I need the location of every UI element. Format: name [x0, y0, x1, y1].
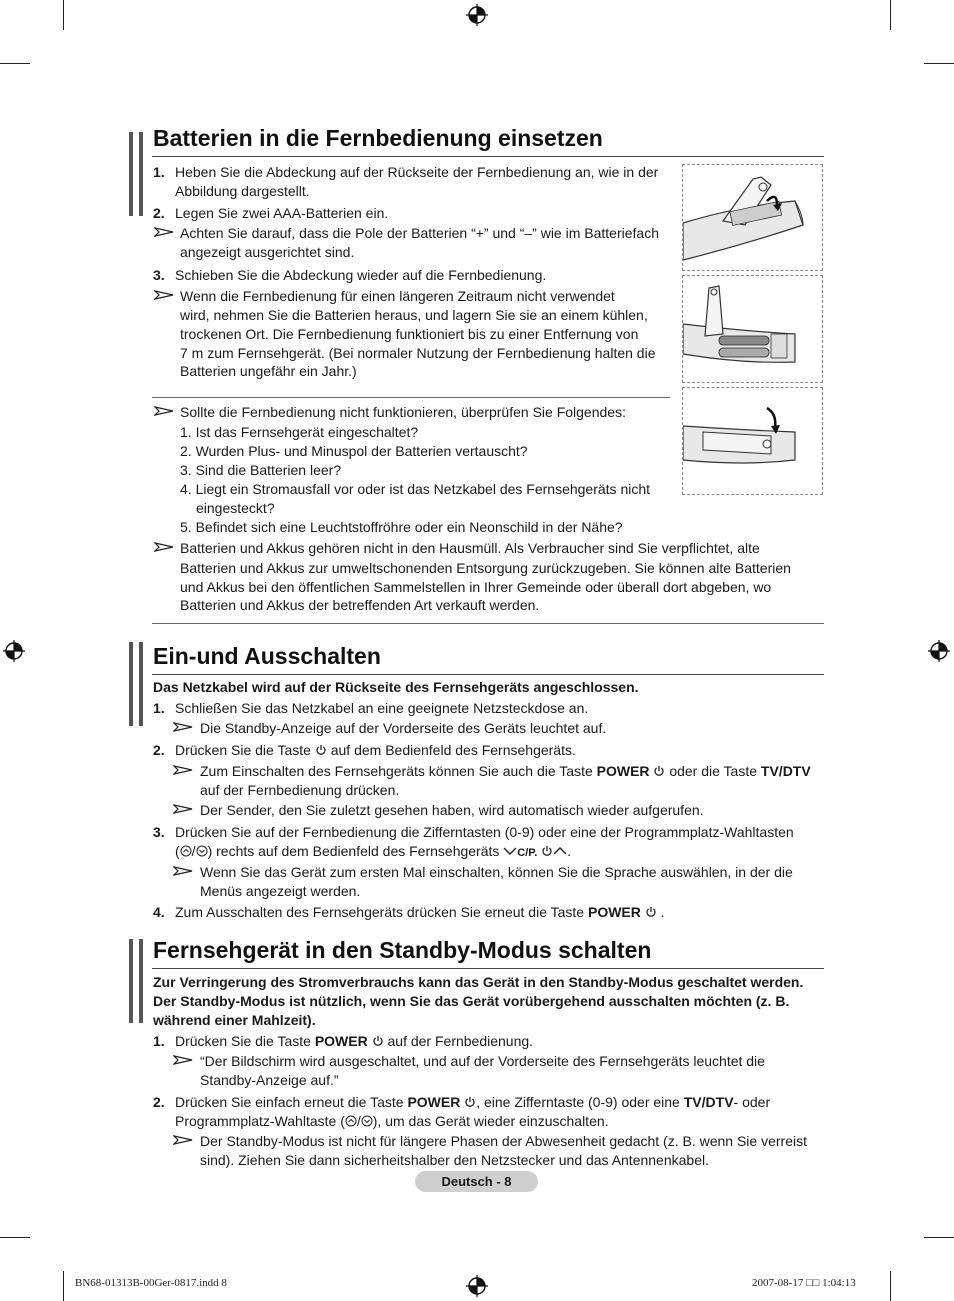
- note-text: 7 m zum Fernsehgerät. (Bei normaler Nutzung der Fernbedienung halten die: [180, 345, 656, 361]
- note-arrow-icon: [173, 1055, 193, 1065]
- channel-down-icon: [196, 845, 208, 857]
- power-icon: [645, 906, 657, 918]
- note-text: auf der Fernbedienung drücken.: [200, 782, 400, 798]
- note-arrow-icon: [154, 542, 174, 552]
- note-arrow-icon: [154, 227, 174, 237]
- step-text: Abbildung dargestellt.: [175, 183, 310, 199]
- step-text: Drücken Sie einfach erneut die Taste POWER , eine Zifferntaste (0-9) oder eine TV/DTV- oder: [175, 1094, 771, 1110]
- checklist-item: 2. Wurden Plus- und Minuspol der Batterien vertauscht?: [180, 443, 528, 459]
- step-text: Drücken Sie auf der Fernbedienung die Zifferntasten (0-9) oder eine der Programmplatz-Wahltasten: [175, 824, 794, 840]
- divider: [152, 623, 824, 624]
- checklist-item: 4. Liegt ein Stromausfall vor oder ist das Netzkabel des Fernsehgeräts nicht: [180, 481, 651, 497]
- note-text: Batterien und Akkus gehören nicht in den Hausmüll. Als Verbraucher sind Sie verpflichtet, alte: [180, 540, 760, 556]
- step-text: Legen Sie zwei AAA-Batterien ein.: [175, 205, 389, 221]
- registration-mark-icon: [466, 4, 488, 26]
- print-slug-right: 2007-08-17 □□ 1:04:13: [752, 1277, 856, 1289]
- step-number: 4.: [153, 904, 165, 920]
- crop-mark: [924, 1237, 954, 1238]
- note-text: “Der Bildschirm wird ausgeschaltet, und auf der Vorderseite des Fernsehgeräts leuchtet die: [200, 1053, 765, 1069]
- note-text: Achten Sie darauf, dass die Pole der Batterien “+” und “–” wie im Batteriefach: [180, 225, 659, 241]
- chevron-up-icon: [553, 846, 567, 856]
- title-underline: [152, 156, 824, 157]
- section-title-batteries: Batterien in die Fernbedienung einsetzen: [153, 125, 603, 151]
- crop-mark: [63, 0, 64, 30]
- note-arrow-icon: [154, 406, 174, 416]
- intro-text: während einer Mahlzeit).: [153, 1012, 316, 1028]
- note-arrow-icon: [154, 290, 174, 300]
- note-arrow-icon: [173, 765, 193, 775]
- channel-up-icon: [345, 1115, 357, 1127]
- step-text: ( / ) rechts auf dem Bedienfeld des Fernsehgeräts C/P. .: [175, 843, 572, 859]
- note-arrow-icon: [173, 1135, 193, 1145]
- registration-mark-icon: [3, 640, 25, 662]
- note-text: Standby-Anzeige auf.”: [200, 1072, 339, 1088]
- step-number: 1.: [153, 700, 165, 716]
- step-text: Heben Sie die Abdeckung auf der Rückseite der Fernbedienung an, wie in der: [175, 164, 659, 180]
- step-number: 3.: [153, 267, 165, 283]
- step-text: Schließen Sie das Netzkabel an eine geeignete Netzsteckdose an.: [175, 700, 589, 716]
- power-icon: [315, 744, 327, 756]
- intro-text: Der Standby-Modus ist nützlich, wenn Sie das Gerät vorübergehend ausschalten möchten (z. B.: [153, 993, 790, 1009]
- registration-mark-icon: [466, 1275, 488, 1297]
- remote-illustration-insert-batteries: [682, 275, 823, 383]
- title-underline: [152, 968, 824, 969]
- step-text: Drücken Sie die Taste auf dem Bedienfeld des Fernsehgeräts.: [175, 742, 576, 758]
- note-text: Der Standby-Modus ist nicht für längere Phasen der Abwesenheit gedacht (z. B. wenn Sie verreist: [200, 1133, 807, 1149]
- checklist-item: 1. Ist das Fernsehgerät eingeschaltet?: [180, 424, 419, 440]
- note-text: Sollte die Fernbedienung nicht funktionieren, überprüfen Sie Folgendes:: [180, 404, 626, 420]
- note-arrow-icon: [173, 866, 193, 876]
- remote-illustration-open-cover: [682, 164, 823, 271]
- note-arrow-icon: [173, 804, 193, 814]
- checklist-item: 3. Sind die Batterien leer?: [180, 462, 342, 478]
- section-marker: [129, 132, 143, 216]
- crop-mark: [63, 1271, 64, 1301]
- title-underline: [152, 674, 824, 675]
- remote-illustration-close-cover: [682, 387, 823, 495]
- note-text: und Akkus bei den öffentlichen Sammelstellen in Ihrer Gemeinde oder überall dort abgeben, wo: [180, 579, 772, 595]
- step-number: 2.: [153, 742, 165, 758]
- step-text: Drücken Sie die Taste POWER auf der Fernbedienung.: [175, 1033, 534, 1049]
- note-text: Batterien ungefähr ein Jahr.): [180, 363, 357, 379]
- crop-mark: [0, 1237, 30, 1238]
- note-text: Die Standby-Anzeige auf der Vorderseite des Geräts leuchtet auf.: [200, 720, 607, 736]
- crop-mark: [890, 0, 891, 30]
- note-text: wird, nehmen Sie die Batterien heraus, und lagern Sie sie an einem kühlen,: [180, 307, 648, 323]
- power-icon: [541, 845, 553, 857]
- note-text: Zum Einschalten des Fernsehgeräts können Sie auch die Taste POWER oder die Taste TV/DTV: [200, 763, 811, 779]
- chevron-down-icon: [503, 846, 517, 856]
- crop-mark: [924, 63, 954, 64]
- divider: [152, 397, 670, 398]
- power-icon: [372, 1035, 384, 1047]
- note-text: Batterien und Akkus zur umweltschonenden Entsorgung zurückzugeben. Sie können alte Batterien: [180, 560, 791, 576]
- power-icon: [464, 1096, 476, 1108]
- step-number: 2.: [153, 1094, 165, 1110]
- section-title-power: Ein-und Ausschalten: [153, 643, 381, 669]
- note-text: Menüs angezeigt werden.: [200, 883, 361, 899]
- section-title-standby: Fernsehgerät in den Standby-Modus schalten: [153, 937, 652, 963]
- crop-mark: [0, 63, 30, 64]
- step-text: Schieben Sie die Abdeckung wieder auf die Fernbedienung.: [175, 267, 547, 283]
- step-text: Zum Ausschalten des Fernsehgeräts drücken Sie erneut die Taste POWER .: [175, 904, 665, 920]
- note-text: angezeigt ausgerichtet sind.: [180, 244, 355, 260]
- print-slug-left: BN68-01313B-00Ger-0817.indd 8: [75, 1277, 227, 1289]
- step-number: 1.: [153, 164, 165, 180]
- note-text: Der Sender, den Sie zuletzt gesehen haben, wird automatisch wieder aufgerufen.: [200, 802, 704, 818]
- power-icon: [653, 765, 665, 777]
- step-text: Programmplatz-Wahltaste ( / ), um das Gerät wieder einzuschalten.: [175, 1113, 609, 1129]
- step-number: 1.: [153, 1033, 165, 1049]
- section-marker: [129, 939, 143, 1023]
- section-marker: [129, 642, 143, 726]
- step-number: 3.: [153, 824, 165, 840]
- page-number-badge: Deutsch - 8: [415, 1171, 538, 1192]
- intro-text: Das Netzkabel wird auf der Rückseite des Fernsehgeräts angeschlossen.: [153, 679, 639, 695]
- note-text: Wenn die Fernbedienung für einen längeren Zeitraum nicht verwendet: [180, 288, 615, 304]
- crop-mark: [890, 1271, 891, 1301]
- note-text: sind). Ziehen Sie dann sicherheitshalber den Netzstecker und das Antennenkabel.: [200, 1152, 709, 1168]
- note-text: Wenn Sie das Gerät zum ersten Mal einschalten, können Sie die Sprache auswählen, in der die: [200, 864, 793, 880]
- note-text: trockenen Ort. Die Fernbedienung funktioniert bis zu einer Entfernung von: [180, 326, 639, 342]
- note-arrow-icon: [173, 722, 193, 732]
- intro-text: Zur Verringerung des Stromverbrauchs kann das Gerät in den Standby-Modus geschaltet werden.: [153, 974, 804, 990]
- step-number: 2.: [153, 205, 165, 221]
- channel-down-icon: [361, 1115, 373, 1127]
- checklist-item: eingesteckt?: [196, 500, 275, 516]
- note-text: Batterien und Akkus der betreffenden Art verkauft werden.: [180, 597, 540, 613]
- checklist-item: 5. Befindet sich eine Leuchtstoffröhre oder ein Neonschild in der Nähe?: [180, 519, 623, 535]
- registration-mark-icon: [928, 640, 950, 662]
- channel-up-icon: [180, 845, 192, 857]
